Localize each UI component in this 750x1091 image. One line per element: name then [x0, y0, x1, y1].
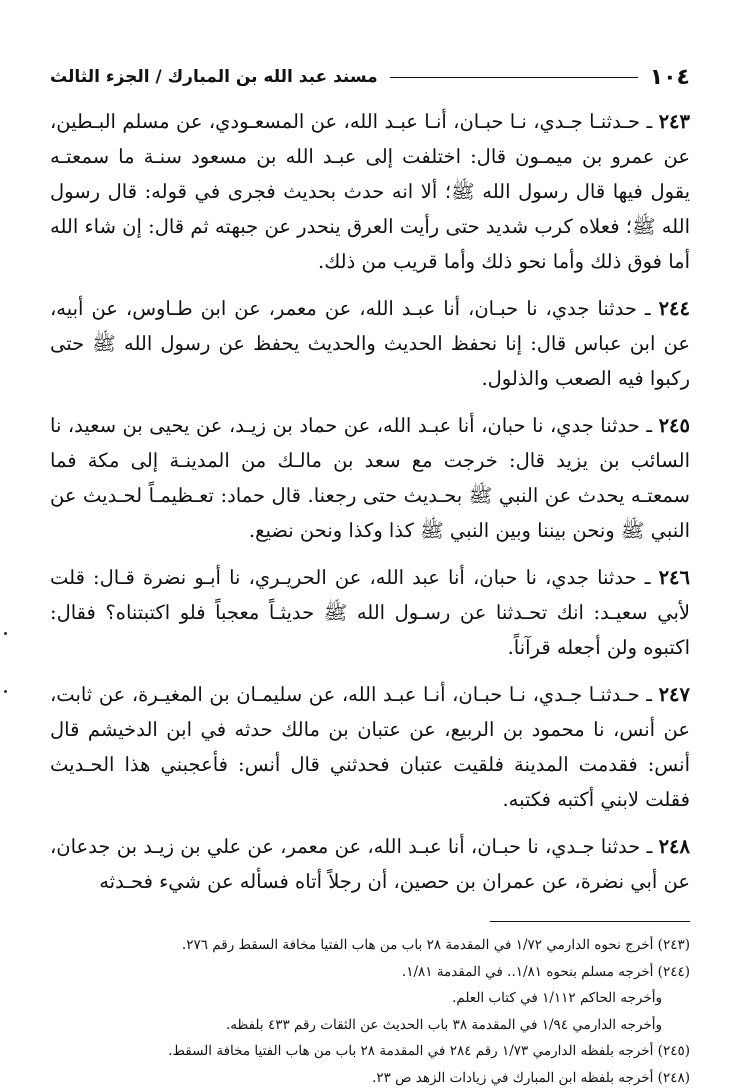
- footnotes: [50, 932, 690, 1091]
- margin-mark: [4, 632, 7, 635]
- hadith-245: [50, 408, 690, 548]
- hadith-text: ـ حدثنا جـدي، نا حبـان، أنا عبـد الله، عن معمر، عن علي بن زيـد بن جدعان، عن أبي نضرة، عن عمران بن حصين، أن رجلاً أتاه فسأله عن شيء فحـدثه: [50, 835, 690, 893]
- hadith-text: ـ حدثنا جدي، نا حبان، أنا عبد الله، عن الحريـري، نا أبـو نضرة قـال: قلت لأبي سعيـد: انك تحـدثنا عن رسـول الله ﷺ حديثـاً معجباً فلو اكتبتناه؟ فقال: اكتبوه ولن أجعله قرآناً.: [50, 566, 690, 659]
- hadith-text: ـ حدثنا جدي، نا حبـان، أنا عبـد الله، عن معمر، عن ابن طـاوس، عن أبيه، عن ابن عباس قال: إنا نحفظ الحديث والحديث يحفظ عن رسول الله ﷺ حتى ركبوا فيه الصعب والذلول.: [50, 297, 690, 390]
- hadith-text: ـ حدثنا جدي، نا حبان، أنا عبـد الله، عن حماد بن زيـد، عن يحيى بن سعيد، نا السائب بن يزيد قال: خرجت مع سعد بن مالـك من المدينـة إلى مكة فما سمعتـه يحدث عن النبي ﷺ بحـديث حتى رجعنا. قال حماد: تعـظيمـاً لحـديث عن النبي ﷺ ونحن بيننا وبين النبي ﷺ كذا وكذا ونحن نضيع.: [50, 414, 690, 542]
- footnote-244-darimi: وأخرجه الدارمي ١/٩٤ في المقدمة ٣٨ باب الحديث عن الثقات رقم ٤٣٣ بلفظه.: [50, 1012, 690, 1039]
- hadith-244: [50, 291, 690, 396]
- running-title: مسند عبد الله بن المبارك / الجزء الثالث: [50, 67, 378, 87]
- book-page: [50, 60, 690, 1091]
- hadith-number: ٢٤٤: [659, 297, 690, 320]
- page-number: ١٠٤: [650, 65, 690, 90]
- hadith-number: ٢٤٧: [659, 683, 690, 706]
- footnote-248: (٢٤٨) أخرجه بلفظه ابن المبارك في زيادات الزهد ص ٢٣.: [50, 1065, 690, 1091]
- footnote-244: (٢٤٤) أخرجه مسلم بنحوه ١/٨١.. في المقدمة ١/٨١.: [50, 959, 690, 986]
- header-rule: [390, 77, 638, 78]
- hadith-246: [50, 560, 690, 665]
- hadith-text: ـ حـدثنـا جـدي، نـا حبـان، أنـا عبـد الله، عن المسعـودي، عن مسلم البـطين، عن عمرو بن ميمـون قال: اختلفت إلى عبـد الله بن مسعود سنـة ما سمعتـه يقول فيها قال رسول الله ﷺ؛ ألا انه حدث بحديث فجرى في قوله: قال رسول الله ﷺ؛ فعلاه كرب شديد حتى رأيت العرق ينحدر عن جبهته ثم قال: إن شاء الله أما فوق ذلك وأما نحو ذلك وأما قريب من ذلك.: [50, 110, 690, 273]
- footnote-243: (٢٤٣) أخرج نحوه الدارمي ١/٧٢ في المقدمة ٢٨ باب من هاب الفتيا مخافة السقط رقم ٢٧٦.: [50, 932, 690, 959]
- page-header: [50, 60, 690, 94]
- footnote-separator: [490, 921, 690, 922]
- hadith-text: ـ حـدثنـا جـدي، نـا حبـان، أنـا عبـد الله، عن سليمـان بن المغيـرة، عن ثابت، عن أنس، نا محمود بن الربيع، عن عتبان بن مالك حدثه في ابن الدخيشم قال أنس: فقدمت المدينة فلقيت عتبان فحدثني قال أنس: فأعجبني هذا الحـديث فقلت لابني أكتبه فكتبه.: [50, 683, 690, 811]
- footnote-244-hakim: وأخرجه الحاكم ١/١١٢ في كتاب العلم.: [50, 985, 690, 1012]
- hadith-number: ٢٤٦: [659, 566, 690, 589]
- hadith-number: ٢٤٣: [659, 110, 690, 133]
- margin-mark: [4, 690, 7, 693]
- body-text: [50, 104, 690, 899]
- footnote-245: (٢٤٥) أخرجه بلفظه الدارمي ١/٧٣ رقم ٢٨٤ في المقدمة ٢٨ باب من هاب الفتيا مخافة السقط.: [50, 1038, 690, 1065]
- hadith-243: [50, 104, 690, 279]
- hadith-248: [50, 829, 690, 899]
- hadith-number: ٢٤٨: [659, 835, 690, 858]
- hadith-number: ٢٤٥: [659, 414, 690, 437]
- hadith-247: [50, 677, 690, 817]
